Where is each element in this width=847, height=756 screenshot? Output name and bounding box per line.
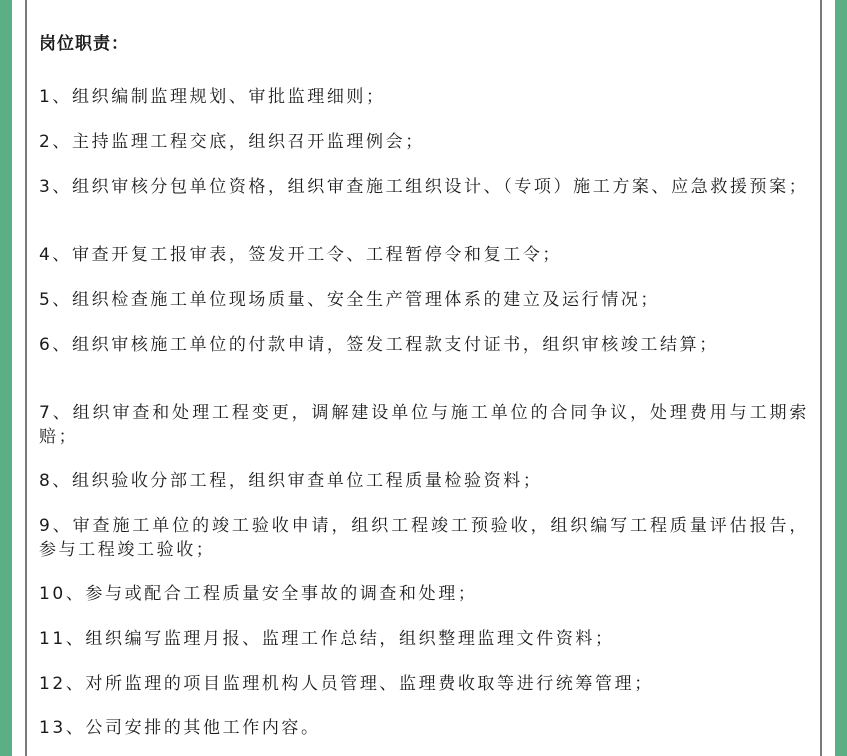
duty-text: 5、组织检查施工单位现场质量、安全生产管理体系的建立及运行情况；	[39, 290, 661, 310]
duty-text: 2、主持监理工程交底，组织召开监理例会；	[39, 132, 425, 152]
duty-item-6	[39, 333, 809, 357]
duty-text: 10、参与或配合工程质量安全事故的调查和处理；	[39, 584, 478, 604]
duty-text: 9、审查施工单位的竣工验收申请，组织工程竣工预验收，组织编写工程质量评估报告，参与工程竣工验收；	[39, 516, 809, 560]
duty-item-10	[39, 582, 809, 606]
left-green-border	[0, 0, 12, 756]
duty-item-5	[39, 288, 809, 312]
duty-text: 11、组织编写监理月报、监理工作总结，组织整理监理文件资料；	[39, 629, 615, 649]
duty-item-3	[39, 175, 809, 199]
duty-text: 3、组织审核分包单位资格，组织审查施工组织设计、（专项）施工方案、应急救援预案；	[39, 177, 809, 197]
duty-text: 7、组织审查和处理工程变更，调解建设单位与施工单位的合同争议，处理费用与工期索赔；	[39, 403, 809, 447]
right-green-border	[835, 0, 847, 756]
duty-text: 4、审查开复工报审表，签发开工令、工程暂停令和复工令；	[39, 245, 563, 265]
section-heading: 岗位职责：	[39, 34, 129, 54]
duty-item-8	[39, 469, 809, 493]
duty-item-7	[39, 401, 809, 449]
duty-item-2	[39, 130, 809, 154]
duty-item-9	[39, 514, 809, 562]
duty-item-11	[39, 627, 809, 651]
duty-text: 13、公司安排的其他工作内容。	[39, 718, 321, 738]
duty-item-1	[39, 85, 809, 109]
duty-item-12	[39, 672, 809, 696]
duty-item-13	[39, 716, 809, 740]
duty-text: 6、组织审核施工单位的付款申请，签发工程款支付证书，组织审核竣工结算；	[39, 335, 719, 355]
duty-text: 1、组织编制监理规划、审批监理细则；	[39, 87, 386, 107]
duty-text: 8、组织验收分部工程，组织审查单位工程质量检验资料；	[39, 471, 543, 491]
duty-text: 12、对所监理的项目监理机构人员管理、监理费收取等进行统筹管理；	[39, 674, 654, 694]
duty-item-4	[39, 243, 809, 267]
